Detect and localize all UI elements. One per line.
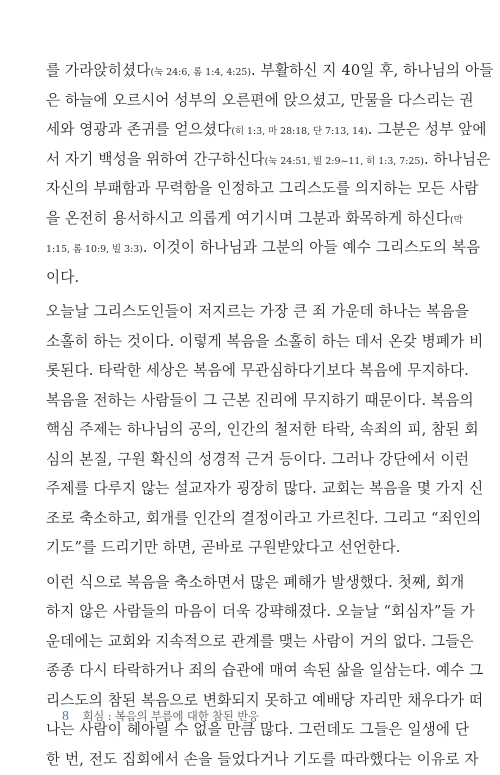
text-segment: 오늘날 그리스도인들이 저지르는 가장 큰 죄 가운데 하나는 복음을 bbox=[46, 303, 469, 320]
text-segment: 세와 영광과 존귀를 얻으셨다 bbox=[46, 121, 232, 138]
text-segment: . 하나님은 bbox=[423, 150, 491, 168]
text-line bbox=[46, 745, 479, 775]
text-segment: 기도”를 드리기만 하면, 곧바로 구원받았다고 선언한다. bbox=[46, 539, 401, 556]
text-segment: 이런 식으로 복음을 축소하면서 많은 폐해가 발생했다. 첫째, 회개 bbox=[46, 573, 465, 591]
scripture-reference: (눅 24:6, 롬 1:4, 4:25) bbox=[150, 67, 252, 78]
scripture-reference: (히 1:3, 마 28:18, 단 7:13, 14) bbox=[231, 126, 368, 137]
text-segment: . 부활하신 지 40일 후, 하나님의 아들 bbox=[251, 62, 494, 79]
text-segment: 이다. bbox=[46, 268, 80, 286]
text-line bbox=[46, 597, 475, 627]
text-segment: 핵심 주제는 하나님의 공의, 인간의 철저한 타락, 속죄의 피, 참된 회 bbox=[46, 421, 479, 438]
text-segment: 하지 않은 사람들의 마음이 더욱 강퍅해졌다. 오늘날 “회심자”들 가 bbox=[46, 603, 475, 620]
text-line bbox=[46, 263, 456, 293]
text-line bbox=[46, 174, 479, 204]
text-segment: 을 온전히 용서하시고 의롭게 여기시며 그분과 화목하게 하신다 bbox=[46, 209, 450, 227]
text-segment: 를 가라앉히셨다 bbox=[46, 62, 151, 79]
text-segment: 리스도의 참된 복음으로 변화되지 못하고 예배당 자리만 채우다가 떠 bbox=[46, 691, 484, 709]
text-line bbox=[46, 504, 482, 534]
text-segment: 자신의 부패함과 무력함을 인정하고 그리스도를 의지하는 모든 사람 bbox=[46, 180, 479, 197]
text-segment: 서 자기 백성을 위하여 간구하신다 bbox=[46, 150, 265, 168]
text-segment: 나는 사람이 헤아릴 수 없을 만큼 많다. 그런데도 그들은 일생에 단 bbox=[46, 721, 470, 738]
page-number: 8 bbox=[62, 709, 69, 724]
body-text bbox=[46, 56, 494, 774]
paragraph bbox=[46, 568, 484, 775]
text-segment: 조로 축소하고, 회개를 인간의 결정이라고 가르친다. 그리고 “죄인의 bbox=[46, 509, 482, 527]
paragraph bbox=[46, 297, 484, 563]
text-line bbox=[46, 568, 465, 598]
text-segment: . 그분은 성부 앞에 bbox=[367, 121, 487, 138]
text-line bbox=[46, 86, 474, 116]
text-segment: 심의 본질, 구원 확신의 성경적 근거 등이다. 그러나 강단에서 이런 bbox=[46, 450, 470, 468]
text-segment: 소홀히 하는 것이다. 이렇게 복음을 소홀히 하는 데서 온갖 병폐가 비 bbox=[46, 332, 484, 350]
text-segment: 롯된다. 타락한 세상은 복음에 무관심하다기보다 복음에 무지하다. bbox=[46, 362, 469, 379]
text-line bbox=[46, 233, 481, 263]
page-footer bbox=[62, 708, 259, 725]
text-line bbox=[46, 115, 487, 145]
text-line bbox=[46, 56, 494, 86]
text-segment: 주제를 다루지 않는 설교자가 굉장히 많다. 교회는 복음을 몇 가지 신 bbox=[46, 480, 484, 497]
running-header-chapter-title: 회심 : 복음의 부름에 대한 참된 반응 bbox=[82, 710, 259, 723]
text-line bbox=[46, 356, 469, 386]
text-line bbox=[46, 474, 484, 504]
text-segment: 은 하늘에 오르시어 성부의 오른편에 앉으셨고, 만물을 다스리는 권 bbox=[46, 91, 474, 109]
text-line bbox=[46, 297, 469, 327]
text-line bbox=[46, 204, 463, 234]
text-line bbox=[46, 627, 474, 657]
scripture-reference: (눅 24:51, 빌 2:9~11, 히 1:3, 7:25) bbox=[264, 155, 424, 167]
text-segment: 한 번, 전도 집회에서 손을 들었다거나 기도를 따라했다는 이유로 자 bbox=[46, 750, 479, 768]
text-line bbox=[46, 445, 470, 475]
text-line bbox=[46, 386, 474, 416]
text-line bbox=[46, 533, 456, 563]
text-line bbox=[46, 415, 479, 445]
text-line bbox=[46, 656, 484, 686]
scripture-reference: (막 bbox=[449, 214, 463, 226]
text-segment: 운데에는 교회와 지속적으로 관계를 맺는 사람이 거의 없다. 그들은 bbox=[46, 632, 474, 650]
text-segment: 복음을 전하는 사람들이 그 근본 진리에 무지하기 때문이다. 복음의 bbox=[46, 391, 474, 409]
text-segment: 종종 다시 타락하거나 죄의 습관에 매여 속된 삶을 일삼는다. 예수 그 bbox=[46, 662, 484, 679]
scripture-reference: 1:15, 롬 10:9, 빌 3:3) bbox=[46, 244, 143, 255]
paragraph bbox=[46, 56, 494, 292]
text-line bbox=[46, 327, 484, 357]
text-segment: . 이것이 하나님과 그분의 아들 예수 그리스도의 복음 bbox=[142, 239, 481, 256]
text-line bbox=[46, 145, 491, 175]
